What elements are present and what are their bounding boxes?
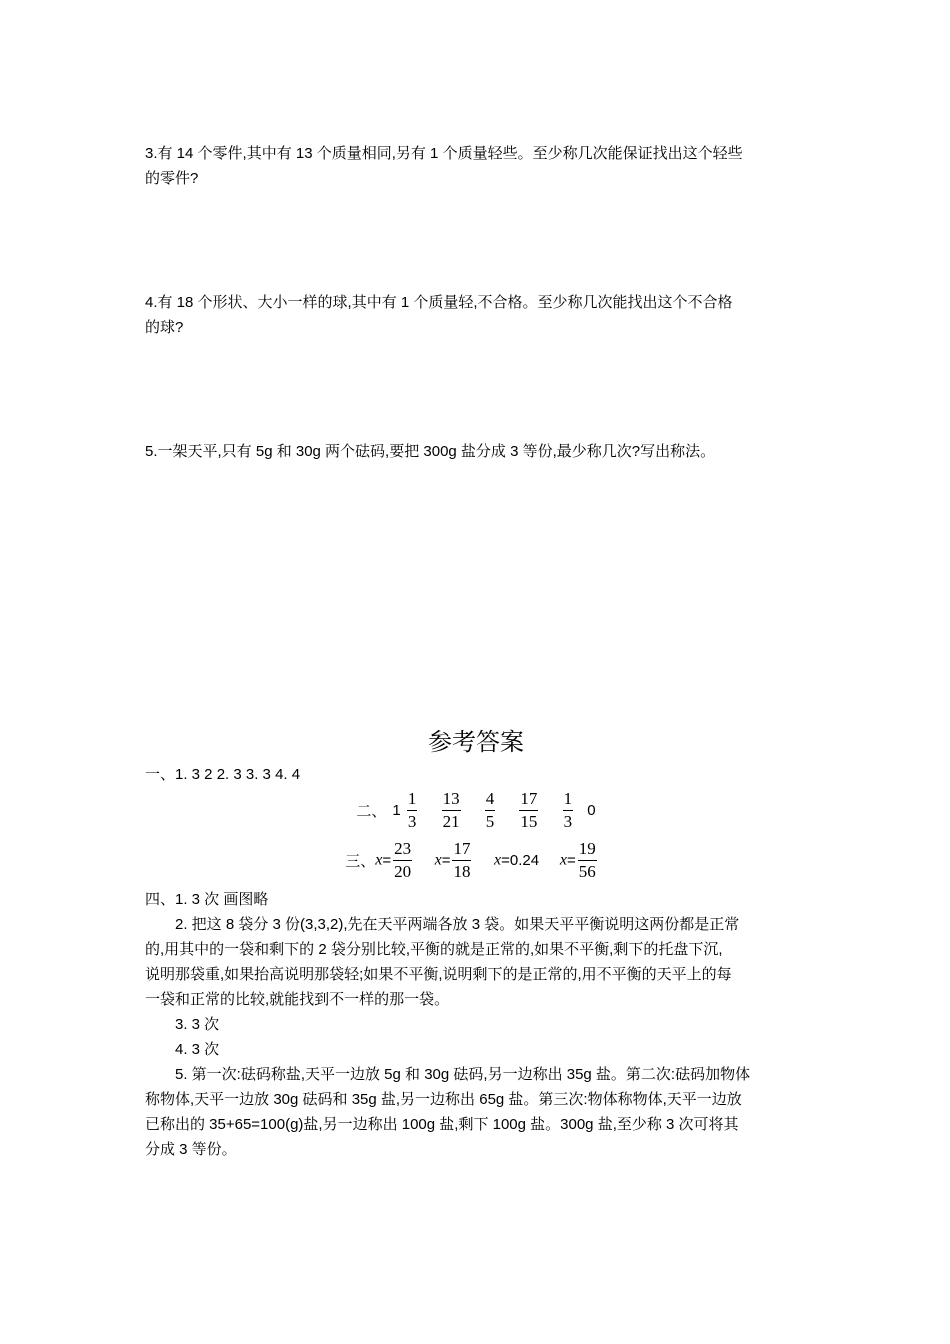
fraction: $\frac{13}{21}$ — [442, 789, 460, 831]
equals-sign: = — [567, 852, 576, 869]
answer-line: 的,用其中的一袋和剩下的 2 袋分别比较,平衡的就是正常的,如果不平衡,剩下的托盘下沉, — [145, 941, 723, 958]
fraction: $\frac{19}{56}$ — [578, 839, 596, 881]
answer-line: 5. 第一次:砝码称盐,天平一边放 5g 和 30g 砝码,另一边称出 35g 盐。第二次:砝码加物体 — [175, 1066, 751, 1083]
question-3-line-2: 的零件? — [145, 170, 199, 187]
answer-section-1: 一、1. 3 2 2. 3 3. 3 4. 4 — [145, 766, 301, 783]
section-2-label: 二、 — [356, 803, 387, 820]
section-2-last-value: 0 — [587, 802, 596, 819]
answer-section-4-item-4: 4. 3 次 — [175, 1041, 220, 1058]
question-5-line-1: 5.一架天平,只有 5g 和 30g 两个砝码,要把 300g 盐分成 3 等份,最少称几次?写出称法。 — [145, 443, 716, 460]
question-5 — [145, 439, 807, 464]
fraction: $\frac{4}{5}$ — [485, 789, 495, 831]
fraction: $\frac{17}{15}$ — [520, 789, 538, 831]
question-4-line-2: 的球? — [145, 319, 184, 336]
answer-section-4-item-2 — [145, 912, 807, 1012]
fraction: $\frac{17}{18}$ — [453, 839, 471, 881]
fraction: $\frac{23}{20}$ — [394, 839, 412, 881]
answer-section-3 — [145, 838, 807, 883]
answer-section-4-item-3: 3. 3 次 — [175, 1016, 220, 1033]
answer-line: 已称出的 35+65=100(g)盐,另一边称出 100g 盐,剩下 100g 盐。300g 盐,至少称 3 次可将其 — [145, 1116, 739, 1133]
section-3-label: 三、 — [345, 853, 376, 870]
answer-line: 2. 把这 8 袋分 3 份(3,3,2),先在天平两端各放 3 袋。如果天平平衡说明这两份都是正常 — [175, 916, 740, 933]
answer-line: 一袋和正常的比较,就能找到不一样的那一袋。 — [145, 991, 450, 1008]
answers-title: 参考答案 — [428, 728, 524, 756]
variable-x: x — [375, 851, 383, 869]
equals-sign: = — [382, 852, 392, 869]
equals-sign: = — [441, 852, 451, 869]
mixed-whole-number: 1 — [392, 802, 401, 819]
answer-line: 称物体,天平一边放 30g 砝码和 35g 盐,另一边称出 65g 盐。第三次:物体称物体,天平一边放 — [145, 1091, 742, 1108]
question-3-line-1: 3.有 14 个零件,其中有 13 个质量相同,另有 1 个质量轻些。至少称几次能保证找出这个轻些 — [145, 145, 743, 162]
question-4-line-1: 4.有 18 个形状、大小一样的球,其中有 1 个质量轻,不合格。至少称几次能找出这个不合格 — [145, 294, 733, 311]
variable-x: x — [559, 851, 568, 869]
answer-section-4-item-1: 四、1. 3 次 画图略 — [145, 891, 269, 908]
variable-x: x — [494, 851, 502, 869]
variable-x: x — [434, 851, 442, 869]
fraction: $\frac{1}{3}$ — [563, 789, 573, 831]
fraction: $\frac{1}{3}$ — [407, 789, 417, 831]
value-0-24: =0.24 — [501, 852, 540, 869]
answer-line: 分成 3 等份。 — [145, 1141, 237, 1158]
answer-line: 说明那袋重,如果抬高说明那袋轻;如果不平衡,说明剩下的是正常的,用不平衡的天平上的每 — [145, 966, 732, 983]
answer-section-2 — [145, 788, 807, 833]
question-3 — [145, 141, 807, 191]
question-4 — [145, 290, 807, 340]
answer-section-4-item-5 — [145, 1062, 807, 1162]
